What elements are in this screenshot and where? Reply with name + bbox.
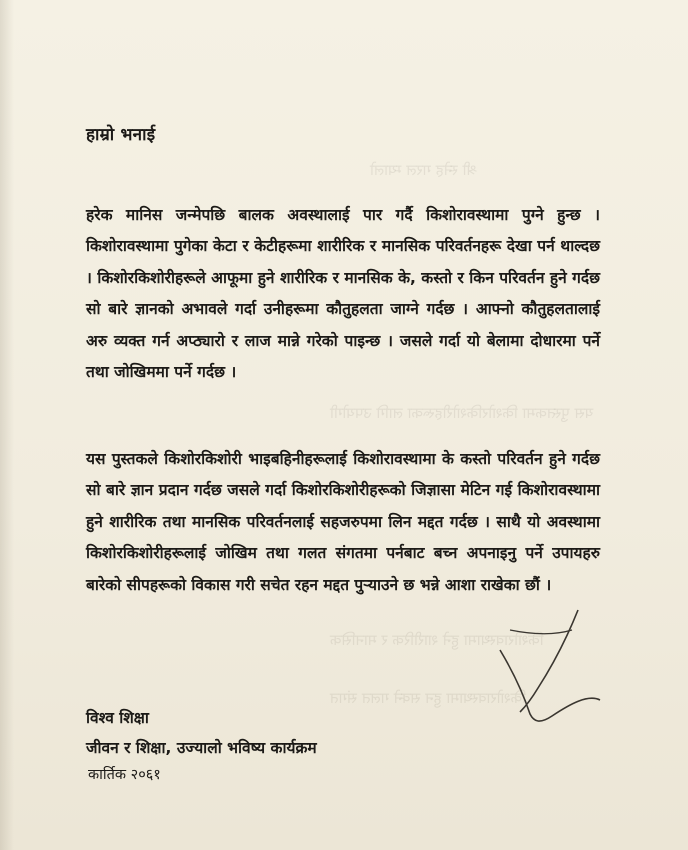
paragraph-2: यस पुस्तकले किशोरकिशोरी भाइबहिनीहरूलाई किशोरावस्थामा के कस्तो परिवर्तन हुने गर्दछ सो बारे ज्ञान प्रदान गर्दछ जसले गर्दा किशोरकिशोरीहरूको जिज्ञासा मेटिन गई किशोरावस्थामा हुने शारीरिक तथा मानसिक परिवर्तनलाई सहजरुपमा लिन मद्दत गर्दछ । साथै यो अवस्थामा किशोरकिशोरीहरूलाई जोखिम तथा गलत संगतमा पर्नबाट बच्न अपनाइनु पर्ने उपायहरु बारेको सीपहरूको विकास गरी सचेत रहन मद्दत पुऱ्याउने छ भन्ने आशा राखेका छौं ।	[86, 449, 600, 594]
show-through-line-4: किशोरावस्थामा हुन सक्ने गलत संगत	[330, 689, 527, 707]
show-through-line-3: किशोरावस्थामा हुने शारीरिक र मानसिक	[330, 631, 544, 649]
paragraph-1: हरेक मानिस जन्मेपछि बालक अवस्थालाई पार गर्दै किशोरावस्थामा पुग्ने हुन्छ । किशोरावस्थामा पुगेका केटा र केटीहरूमा शारीरिक र मानसिक परिवर्तनहरू देखा पर्न थाल्दछ । किशोरकिशोरीहरूले आफूमा हुने शारीरिक र मानसिक के, कस्तो र किन परिवर्तन हुने गर्दछ सो बारे ज्ञानको अभावले गर्दा उनीहरूमा कौतुहलता जाग्ने गर्दछ । आफ्नो कौतुहलतालाई अरु व्यक्त गर्न अप्ठ्यारो र लाज मान्ने गरेको पाइन्छ । जसले गर्दा यो बेलामा दोधारमा पर्ने तथा जोखिममा पर्ने गर्दछ ।	[86, 205, 600, 381]
signature-program: जीवन र शिक्षा, उज्यालो भविष्य कार्यक्रम	[86, 739, 317, 757]
signature-date: कार्तिक २०६१	[88, 767, 161, 783]
page-heading: हाम्रो भनाई	[86, 125, 156, 145]
show-through-line-1: श्री स्नेह गरल म्यालो	[370, 161, 478, 179]
page-edge-shadow	[0, 0, 14, 850]
show-through-line-2: यस पुस्तकमा किशोरकिशोरीहरूका लागि उपयोगी	[330, 404, 594, 422]
signature-organization: विश्व शिक्षा	[86, 709, 149, 727]
handwritten-signature	[460, 590, 610, 730]
